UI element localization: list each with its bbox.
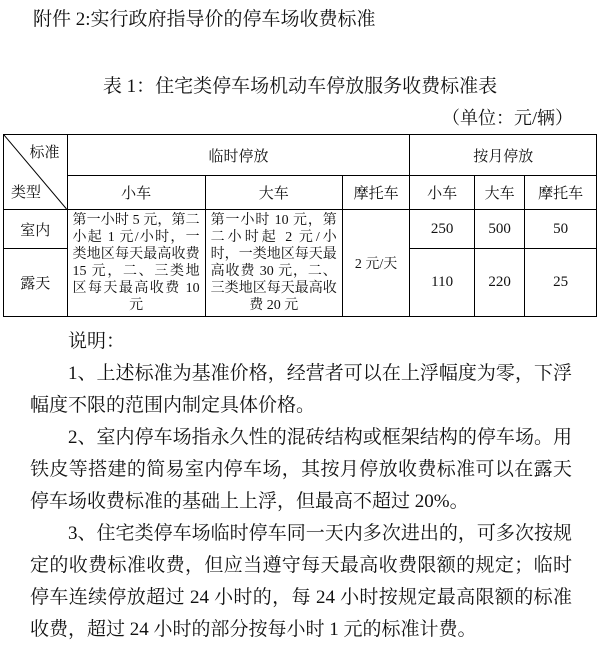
cell-month-indoor-motorcycle: 50 xyxy=(525,210,597,249)
table-caption: 表 1：住宅类停车场机动车停放服务收费标准表 xyxy=(102,76,498,97)
row-label-indoor: 室内 xyxy=(4,210,68,249)
cell-temp-small-car-rate: 第一小时 5 元，第二小起 1 元/小时，一类地区每天最高收费 15 元，二、三类地区每天最高收费 10 元 xyxy=(67,210,205,317)
document-title: 附件 2:实行政府指导价的停车场收费标准 xyxy=(33,9,376,30)
group-header-temporary: 临时停放 xyxy=(67,135,410,176)
note-item-3: 3、住宅类停车场临时停车同一天内多次进出的，可多次按规定的收费标准收费，但应当遵守每天最高收费限额的规定；临时停车连续停放超过 24 小时的，每 24 小时按规定最高限额的标准收费，超过 24 小时的部分按每小时 1 元的标准计费。 xyxy=(30,523,572,640)
header-temp-motorcycle: 摩托车 xyxy=(342,176,410,210)
cell-temp-large-car-rate: 第一小时 10 元，第二小时起 2 元/小时，一类地区每天最高收费 30 元，二、三类地区每天最高收费 20 元 xyxy=(205,210,342,317)
group-header-monthly: 按月停放 xyxy=(410,135,597,176)
header-temp-large-car: 大车 xyxy=(205,176,342,210)
notes-section xyxy=(30,326,572,646)
cell-month-indoor-large: 500 xyxy=(474,210,524,249)
cell-month-openair-motorcycle: 25 xyxy=(525,249,597,317)
header-month-motorcycle: 摩托车 xyxy=(525,176,597,210)
table-header-row-groups xyxy=(4,135,597,176)
header-month-large-car: 大车 xyxy=(474,176,524,210)
cell-temp-motorcycle-rate: 2 元/天 xyxy=(342,210,410,317)
cell-month-openair-large: 220 xyxy=(474,249,524,317)
parking-fee-table xyxy=(3,134,597,317)
note-item-1: 1、上述标准为基准价格，经营者可以在上浮幅度为零，下浮幅度不限的范围内制定具体价格。 xyxy=(30,363,572,416)
document-page xyxy=(0,8,600,652)
row-label-open-air: 露天 xyxy=(4,249,68,317)
table-row-indoor xyxy=(4,210,597,249)
table-header-row-vehicles xyxy=(4,176,597,210)
cell-month-indoor-small: 250 xyxy=(410,210,475,249)
header-temp-small-car: 小车 xyxy=(67,176,205,210)
corner-label-type: 类型 xyxy=(11,185,42,201)
corner-label-standard: 标准 xyxy=(29,145,60,161)
cell-month-openair-small: 110 xyxy=(410,249,475,317)
note-item-2: 2、室内停车场指永久性的混砖结构或框架结构的停车场。用铁皮等搭建的简易室内停车场，其按月停放收费标准可以在露天停车场收费标准的基础上上浮，但最高不超过 20%。 xyxy=(30,427,572,512)
header-month-small-car: 小车 xyxy=(410,176,475,210)
corner-header-cell xyxy=(4,135,68,210)
unit-note: （单位：元/辆） xyxy=(441,108,573,128)
notes-heading: 说明： xyxy=(68,331,126,352)
